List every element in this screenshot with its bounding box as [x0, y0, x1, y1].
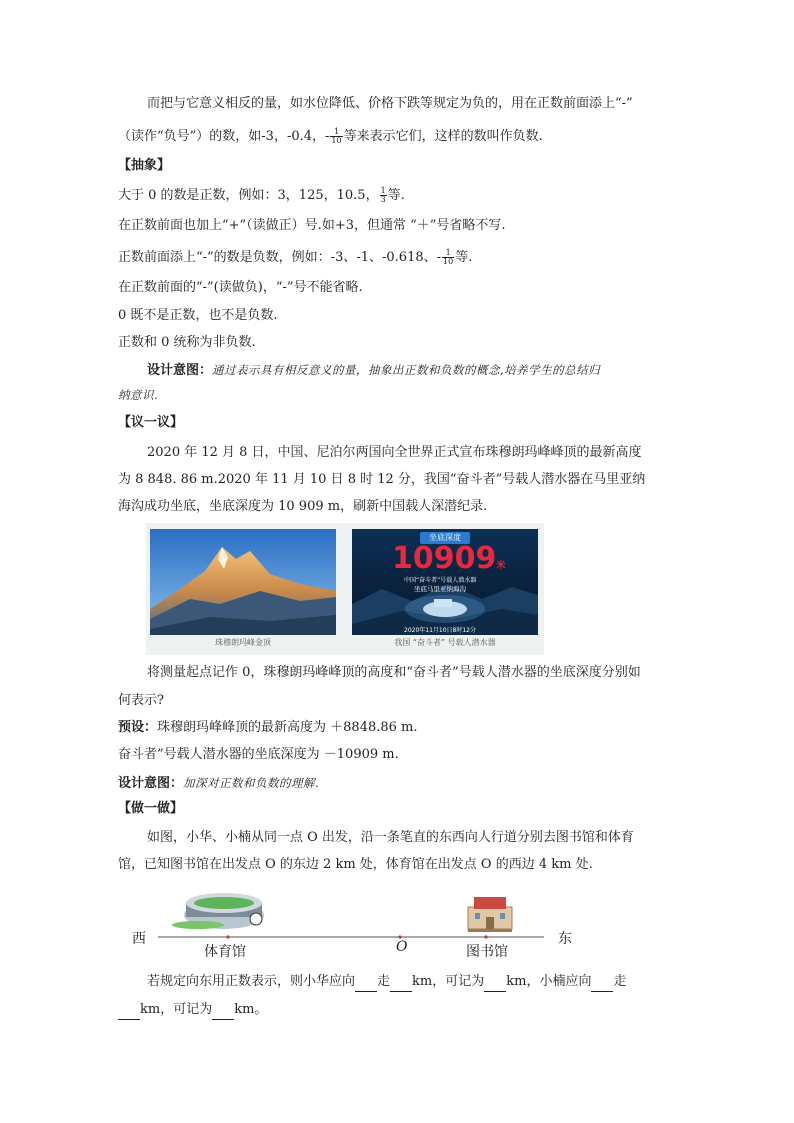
- preset-line-2: 奋斗者”号载人潜水器的坐底深度为 －10909 m.: [118, 747, 399, 762]
- fraction-one-third: $\frac{1}{3}$: [380, 186, 386, 204]
- caption-submersible: 我国 “奋斗者” 号载人潜水器: [394, 638, 496, 647]
- abstract-line-2: 在正数前面也加上“+”（读做正）号.如+3，但通常 “＋”号省略不写.: [118, 218, 506, 233]
- doit-line-1: 如图，小华、小楠从同一点 O 出发，沿一条笔直的东西向人行道分别去图书馆和体育: [147, 830, 634, 845]
- fill-line-2: km，可记为 km。: [118, 1000, 267, 1020]
- photo-panel: [146, 523, 544, 655]
- stadium-icon: [172, 893, 264, 929]
- question-line-2: 何表示?: [118, 693, 164, 708]
- intro-line-2-a: （读作“负号”）的数，如-3，-0.4，-: [118, 129, 330, 144]
- submersible-subtitle-1: 中国“奋斗者”号载人潜水器: [404, 577, 477, 584]
- abstract-heading: 【抽象】: [118, 158, 171, 173]
- blank-record-1[interactable]: [484, 977, 506, 992]
- blank-direction-1[interactable]: [355, 977, 377, 992]
- caption-everest: 珠穆朗玛峰金顶: [215, 638, 271, 647]
- design-intent-1: 设计意图：通过表示具有相反意义的量，抽象出正数和负数的概念,培养学生的总结归: [147, 363, 601, 378]
- label-west: 西: [132, 931, 146, 947]
- discuss-line-2: 为 8 848. 86 m.2020 年 11 月 10 日 8 时 12 分，我国“奋斗者”号载人潜水器在马里亚纳: [118, 472, 646, 487]
- doit-heading: 【做一做】: [118, 801, 184, 816]
- doit-line-2: 馆，已知图书馆在出发点 O 的东边 2 km 处，体育馆在出发点 O 的西边 4 km 处.: [118, 857, 593, 872]
- submersible-photo: [352, 529, 538, 635]
- discuss-line-3: 海沟成功坐底，坐底深度为 10 909 m，刷新中国载人深潜纪录.: [118, 499, 488, 514]
- label-east: 东: [558, 931, 572, 947]
- question-line-1: 将测量起点记作 0，珠穆朗玛峰峰顶的高度和“奋斗者”号载人潜水器的坐底深度分别如: [147, 665, 641, 680]
- everest-photo: [150, 529, 336, 635]
- blank-direction-2[interactable]: [591, 977, 613, 992]
- fraction-one-tenth-2: $\frac{1}{10}$: [443, 248, 454, 266]
- blank-distance-1[interactable]: [390, 977, 412, 992]
- abstract-line-6: 正数和 0 统称为非负数.: [118, 335, 256, 350]
- blank-record-2[interactable]: [212, 1005, 234, 1020]
- fraction-one-tenth: $\frac{1}{10}$: [331, 127, 342, 145]
- label-origin: O: [396, 939, 408, 955]
- abstract-line-4: 在正数前面的“-”(读做负)，“-”号不能省略.: [118, 280, 363, 295]
- abstract-line-5: 0 既不是正数，也不是负数.: [118, 308, 278, 323]
- submersible-date: 2020年11月10日8时12分: [404, 627, 476, 634]
- label-gym: 体育馆: [204, 944, 246, 960]
- library-icon: [468, 897, 512, 932]
- discuss-line-1: 2020 年 12 月 8 日，中国、尼泊尔两国向全世界正式宣布珠穆朗玛峰峰顶的最新高度: [147, 445, 642, 460]
- discuss-heading: 【议一议】: [118, 415, 184, 430]
- submersible-subtitle-2: 坐底马里亚纳海沟: [414, 585, 466, 593]
- blank-distance-2[interactable]: [118, 1005, 140, 1020]
- label-library: 图书馆: [466, 944, 508, 960]
- abstract-line-3: 正数前面添上“-”的数是负数，例如：-3、-1、-0.618、- $\frac{1}{10}$ 等.: [118, 248, 473, 266]
- intro-line-2: [118, 127, 543, 147]
- fill-line-1: 若规定向东用正数表示，则小华应向 走 km，可记为 km，小楠应向 走: [147, 972, 626, 992]
- design-intent-1-cont: 纳意识.: [118, 388, 159, 402]
- number-line-figure: [128, 885, 588, 965]
- depth-number: 10909米: [392, 541, 506, 576]
- depth-badge: 坐底深度: [420, 532, 470, 544]
- preset-line-1: 预设：珠穆朗玛峰峰顶的最新高度为 ＋8848.86 m.: [118, 720, 418, 735]
- abstract-line-1: 大于 0 的数是正数，例如：3，125，10.5， $\frac{1}{3}$ 等.: [118, 186, 405, 204]
- intro-line-2-b: 等来表示它们，这样的数叫作负数.: [343, 129, 543, 144]
- intro-line-1: 而把与它意义相反的量，如水位降低、价格下跌等规定为负的，用在正数前面添上“-”: [147, 96, 633, 111]
- design-intent-2: 设计意图：加深对正数和负数的理解.: [118, 776, 320, 791]
